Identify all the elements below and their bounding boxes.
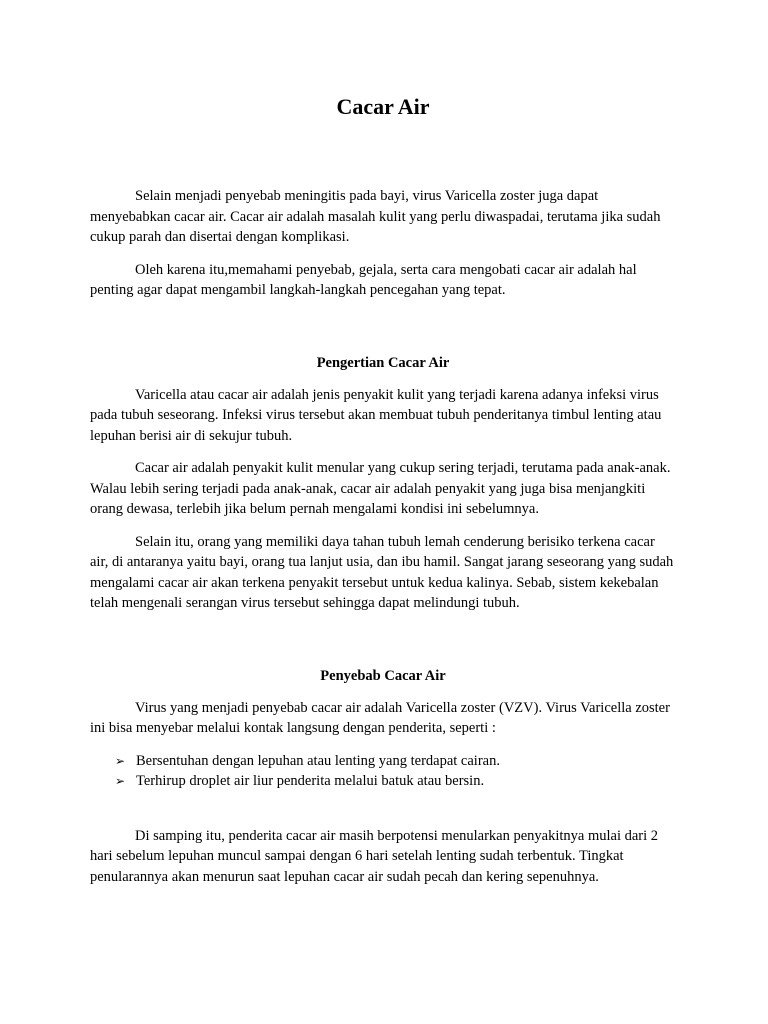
penyebab-paragraph-1: Virus yang menjadi penyebab cacar air adalah Varicella zoster (VZV). Virus Varicella zoster ini bisa menyebar melalui kontak langsung dengan penderita, seperti : — [90, 699, 670, 736]
cause-bullet-list — [90, 751, 676, 792]
arrow-bullet-icon: ➢ — [115, 774, 126, 788]
pengertian-paragraph-3: Selain itu, orang yang memiliki daya tahan tubuh lemah cenderung berisiko terkena cacar air, di antaranya yaitu bayi, orang tua lanjut usia, dan ibu hamil. Sangat jarang seseorang yang sudah mengalami cacar air akan terkena penyakit tersebut untuk kedua kalinya. Sebab, sistem kekebalan telah mengenali serangan virus tersebut sehingga dapat melindungi tubuh. — [90, 533, 674, 611]
list-item-text: Bersentuhan dengan lepuhan atau lenting yang terdapat cairan. — [136, 752, 500, 769]
section-heading-pengertian: Pengertian Cacar Air — [316, 354, 450, 371]
intro-paragraph-2: Oleh karena itu,memahami penyebab, gejala, serta cara mengobati cacar air adalah hal penting agar dapat mengambil langkah-langkah pencegahan yang tepat. — [90, 261, 637, 298]
document-title: Cacar Air — [336, 94, 430, 119]
intro-paragraph-1: Selain menjadi penyebab meningitis pada bayi, virus Varicella zoster juga dapat menyebabkan cacar air. Cacar air adalah masalah kulit yang perlu diwaspadai, terutama jika sudah cukup parah dan disertai dengan komplikasi. — [90, 188, 661, 245]
section-heading-penyebab: Penyebab Cacar Air — [320, 667, 446, 684]
pengertian-paragraph-1: Varicella atau cacar air adalah jenis penyakit kulit yang terjadi karena adanya infeksi virus pada tubuh seseorang. Infeksi virus tersebut akan membuat tubuh penderitanya timbul lenting atau lepuhan berisi air di sekujur tubuh. — [90, 386, 662, 444]
pengertian-paragraph-2: Cacar air adalah penyakit kulit menular yang cukup sering terjadi, terutama pada anak-anak. Walau lebih sering terjadi pada anak-anak, cacar air adalah penyakit yang juga bisa menjangkiti orang dewasa, terlebih jika belum pernah mengalami kondisi ini sebelumnya. — [90, 460, 671, 517]
arrow-bullet-icon: ➢ — [115, 753, 126, 768]
list-item-text: Terhirup droplet air liur penderita melalui batuk atau bersin. — [136, 773, 485, 789]
penyebab-paragraph-2: Di samping itu, penderita cacar air masih berpotensi menularkan penyakitnya mulai dari 2 hari sebelum lepuhan muncul sampai dengan 6 hari setelah lenting sudah terbentuk. Tingkat penularannya akan menurun saat lepuhan cacar air sudah pecah dan kering sepenuhnya. — [90, 827, 659, 885]
list-item — [115, 771, 676, 792]
list-item — [115, 751, 676, 772]
